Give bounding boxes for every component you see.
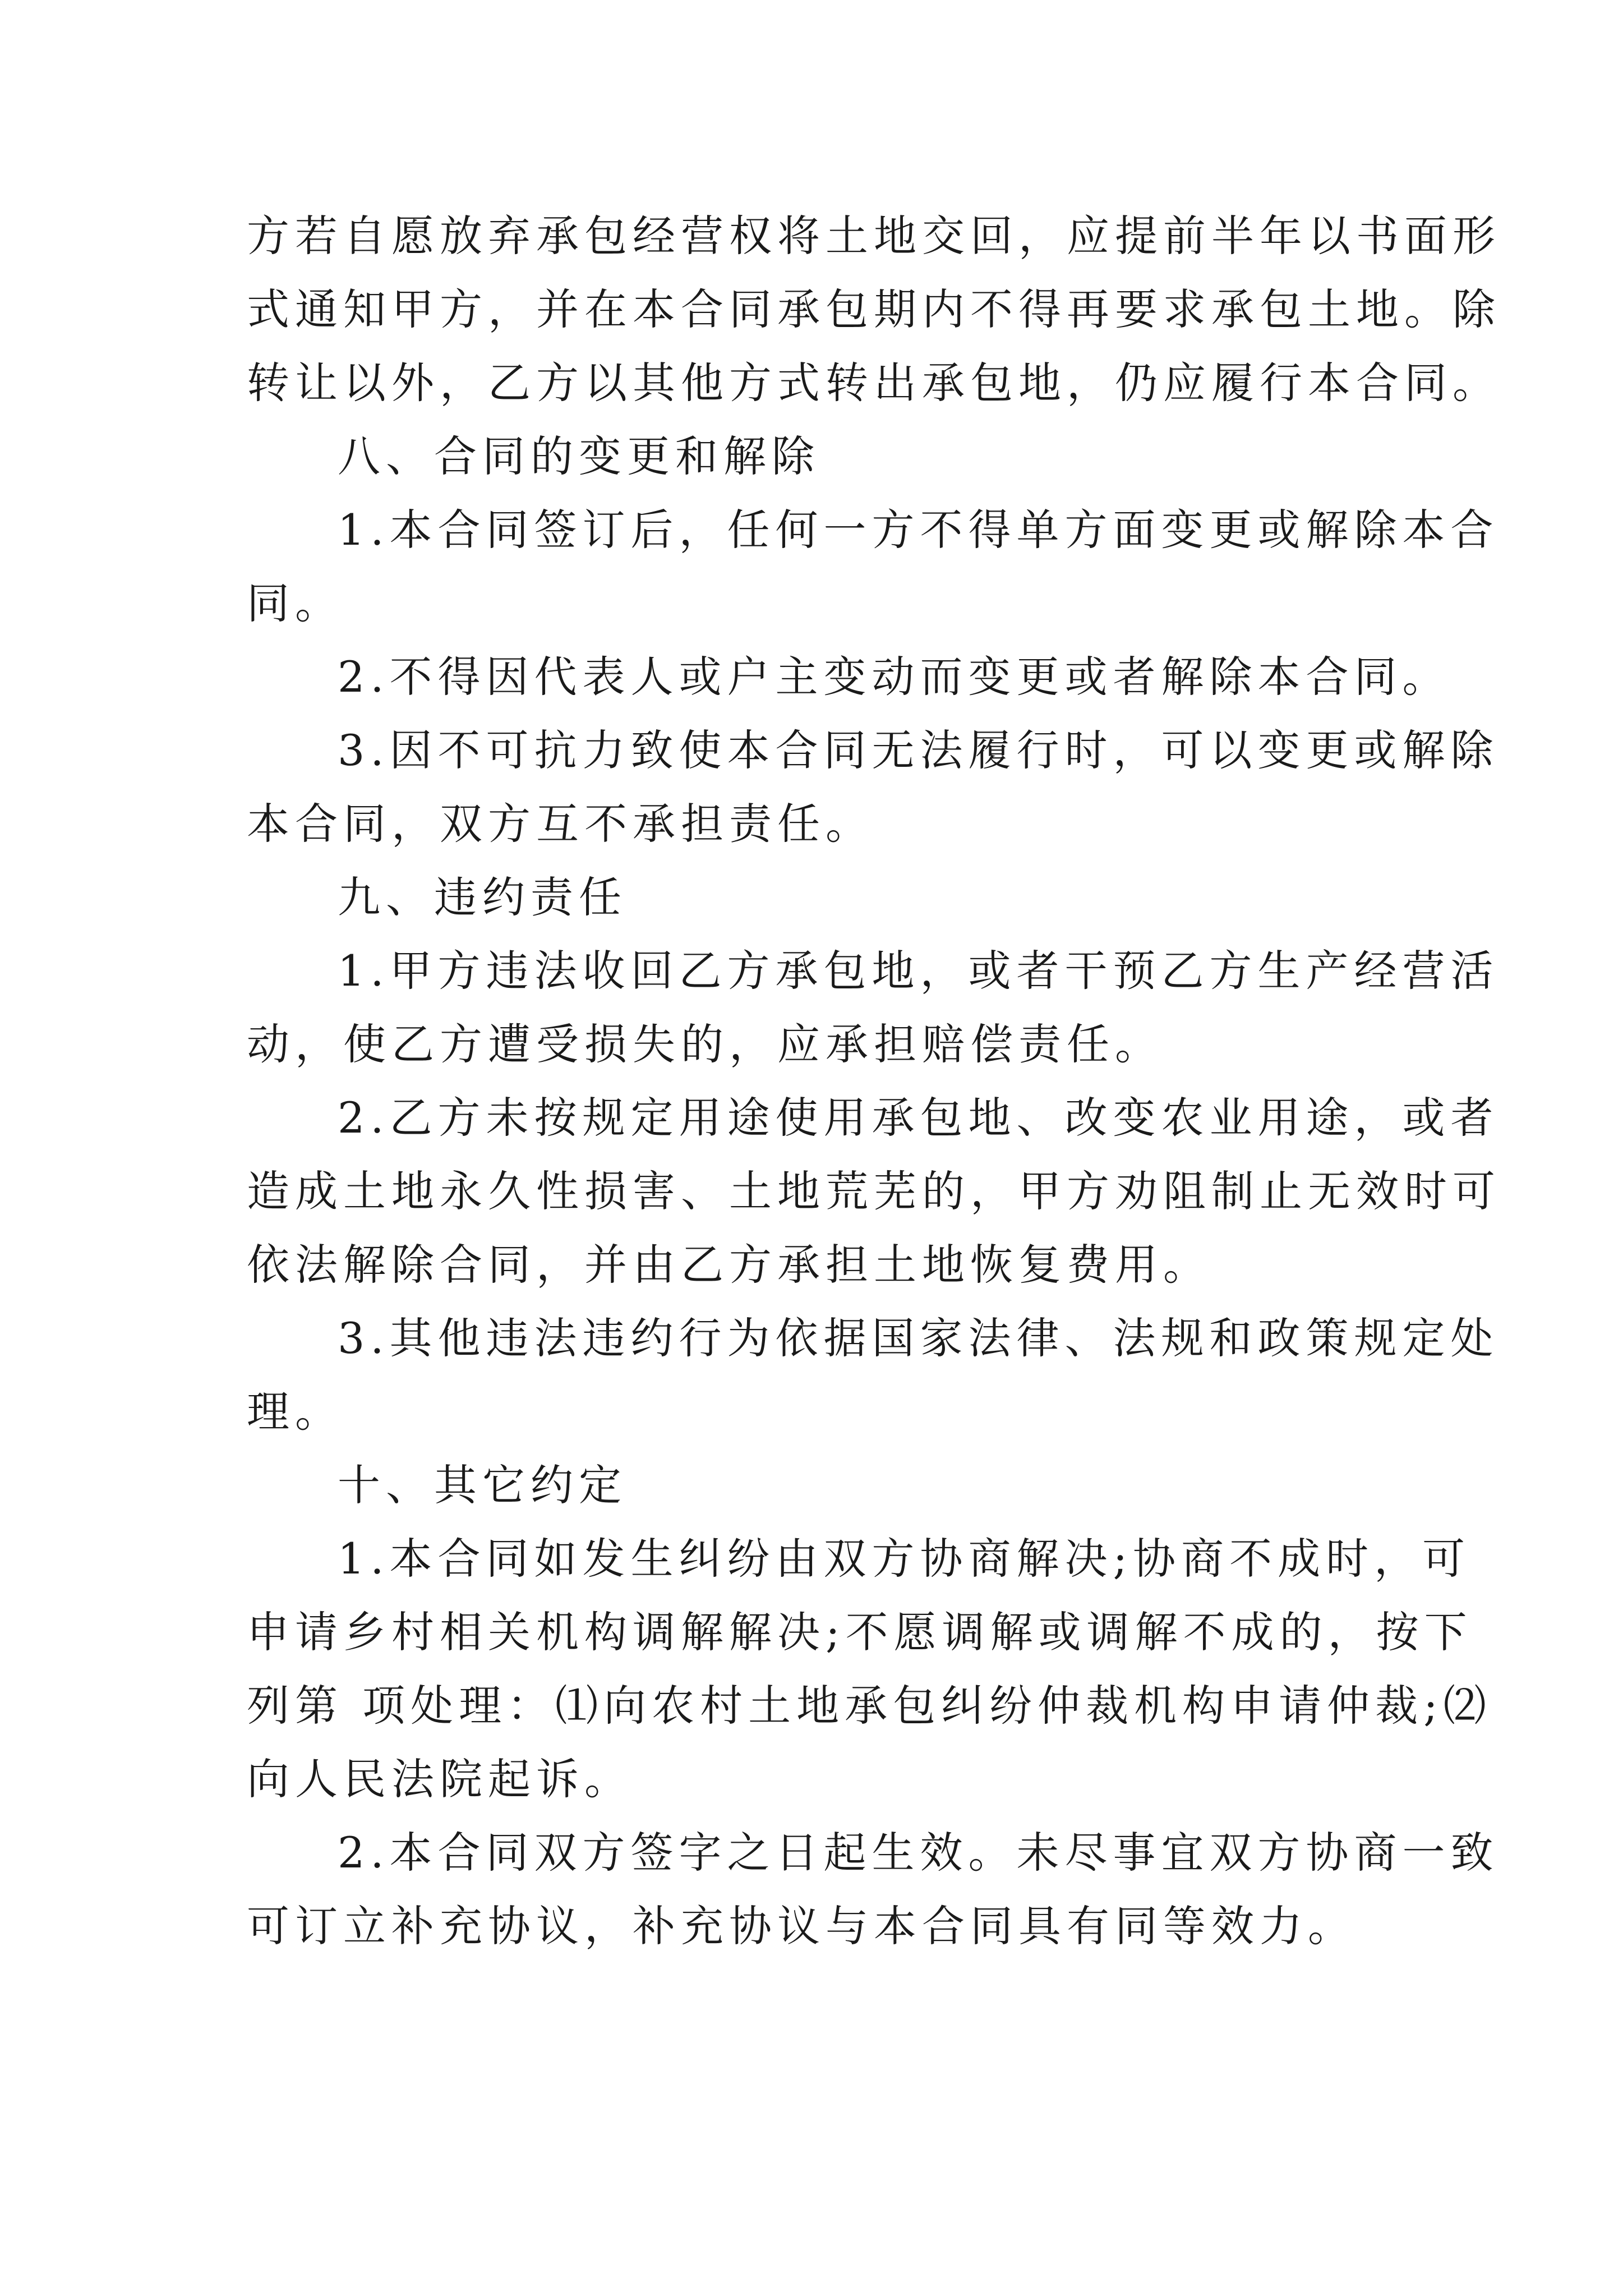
paragraph-line: 申请乡村相关机构调解解决;不愿调解或调解不成的，按下: [247, 1607, 1473, 1657]
paragraph-line: 2.本合同双方签字之日起生效。未尽事宜双方协商一致: [338, 1828, 1499, 1878]
paragraph-line: 1.甲方违法收回乙方承包地，或者干预乙方生产经营活: [338, 946, 1499, 996]
paragraph-line: 向人民法院起诉。: [247, 1754, 633, 1804]
section-heading: 九、违约责任: [338, 872, 627, 922]
paragraph-line: 2.不得因代表人或户主变动而变更或者解除本合同。: [338, 652, 1451, 702]
paragraph-line: 动，使乙方遭受损失的，应承担赔偿责任。: [247, 1019, 1163, 1069]
paragraph-line: 依法解除合同，并由乙方承担土地恢复费用。: [247, 1240, 1211, 1290]
paragraph-line: 造成土地永久性损害、土地荒芜的，甲方劝阻制止无效时可: [247, 1166, 1501, 1216]
paragraph-line: 1.本合同签订后，任何一方不得单方面变更或解除本合: [338, 505, 1499, 555]
paragraph-line: 转让以外，乙方以其他方式转出承包地，仍应履行本合同。: [247, 358, 1501, 408]
paragraph-line: 1.本合同如发生纠纷由双方协商解决;协商不成时，可: [338, 1534, 1471, 1584]
paragraph-line: 可订立补充协议，补充协议与本合同具有同等效力。: [247, 1901, 1356, 1951]
section-heading: 八、合同的变更和解除: [338, 431, 820, 481]
paragraph-line: 2.乙方未按规定用途使用承包地、改变农业用途，或者: [338, 1093, 1499, 1143]
paragraph-line: 本合同，双方互不承担责任。: [247, 799, 874, 849]
paragraph-line: 方若自愿放弃承包经营权将土地交回，应提前半年以书面形: [247, 211, 1501, 261]
paragraph-line: 列第 项处理：⑴向农村土地承包纠纷仲裁机构申请仲裁;⑵: [247, 1681, 1492, 1731]
paragraph-line: 理。: [247, 1387, 343, 1437]
section-heading: 十、其它约定: [338, 1460, 627, 1510]
document-body: [247, 199, 1501, 1963]
paragraph-line: 式通知甲方，并在本合同承包期内不得再要求承包土地。除: [247, 284, 1501, 334]
paragraph-line: 3.其他违法违约行为依据国家法律、法规和政策规定处: [338, 1313, 1499, 1363]
paragraph-line: 同。: [247, 578, 343, 628]
paragraph-line: 3.因不可抗力致使本合同无法履行时，可以变更或解除: [338, 725, 1499, 775]
